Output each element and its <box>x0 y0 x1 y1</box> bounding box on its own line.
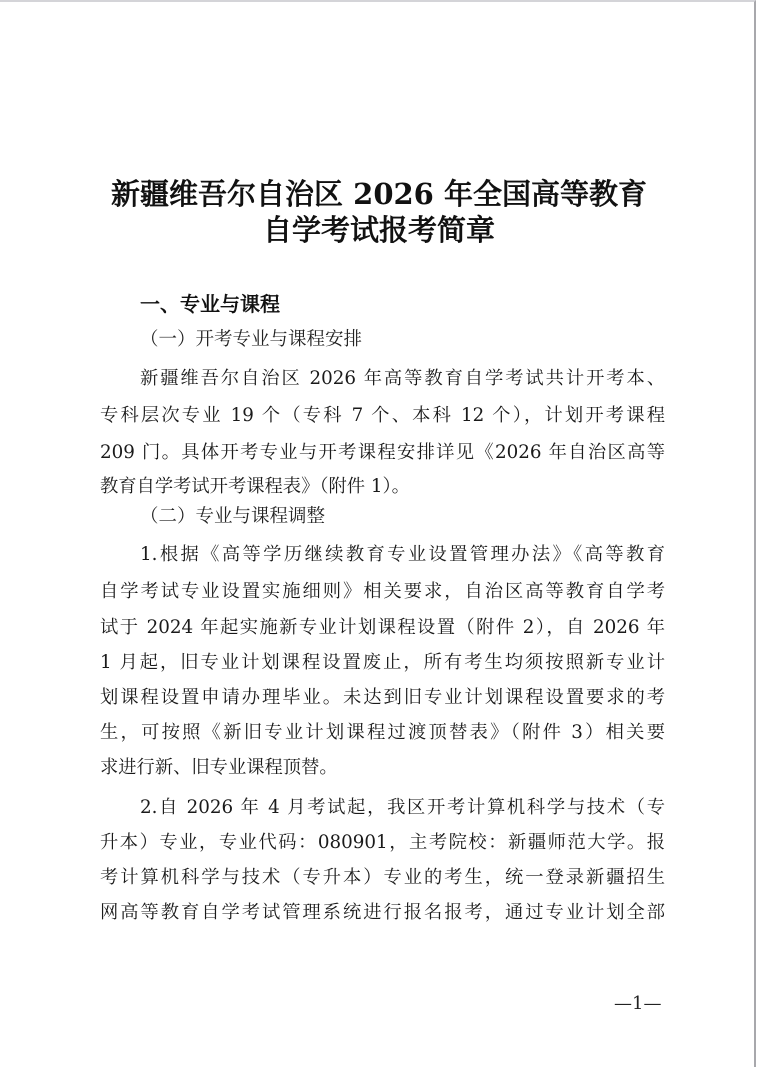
paragraph-line: 新疆维吾尔自治区 2026 年高等教育自学考试共计开考本、 <box>140 368 665 389</box>
paragraph-line: 试于 2024 年起实施新专业计划课程设置（附件 2），自 2026 年 <box>100 617 665 638</box>
document-title-line-1: 新疆维吾尔自治区 2026 年全国高等教育 <box>111 177 647 211</box>
paragraph-line: 专科层次专业 19 个（专科 7 个、本科 12 个），计划开考课程 <box>100 405 665 426</box>
paragraph-line: 网高等教育自学考试管理系统进行报名报考，通过专业计划全部 <box>100 902 665 923</box>
subsection-heading-1: （一）开考专业与课程安排 <box>140 329 363 350</box>
paragraph-line: 1.根据《高等学历继续教育专业设置管理办法》《高等教育 <box>140 544 665 565</box>
paragraph-line: 生，可按照《新旧专业计划课程过渡顶替表》（附件 3）相关要 <box>100 722 665 743</box>
paragraph-line: 209 门。具体开考专业与开考课程安排详见《2026 年自治区高等 <box>100 442 665 463</box>
paragraph-line: 2.自 2026 年 4 月考试起，我区开考计算机科学与技术（专 <box>140 797 665 818</box>
paragraph-line: 自学考试专业设置实施细则》相关要求，自治区高等教育自学考 <box>100 581 665 602</box>
paragraph-line: 1 月起，旧专业计划课程设置废止，所有考生均须按照新专业计 <box>100 652 665 673</box>
subsection-heading-2: （二）专业与课程调整 <box>140 506 326 527</box>
document-title-line-2: 自学考试报考简章 <box>262 213 495 247</box>
paragraph-line: 考计算机科学与技术（专升本）专业的考生，统一登录新疆招生 <box>100 867 665 888</box>
paragraph-line: 教育自学考试开考课程表》（附件 1）。 <box>100 476 410 497</box>
paragraph-line: 划课程设置申请办理毕业。未达到旧专业计划课程设置要求的考 <box>100 687 665 708</box>
section-heading-1: 一、专业与课程 <box>140 292 280 316</box>
paragraph-line: 升本）专业，专业代码：080901，主考院校：新疆师范大学。报 <box>100 832 665 853</box>
page-number: —1— <box>614 993 662 1014</box>
paragraph-line: 求进行新、旧专业课程顶替。 <box>100 757 338 778</box>
